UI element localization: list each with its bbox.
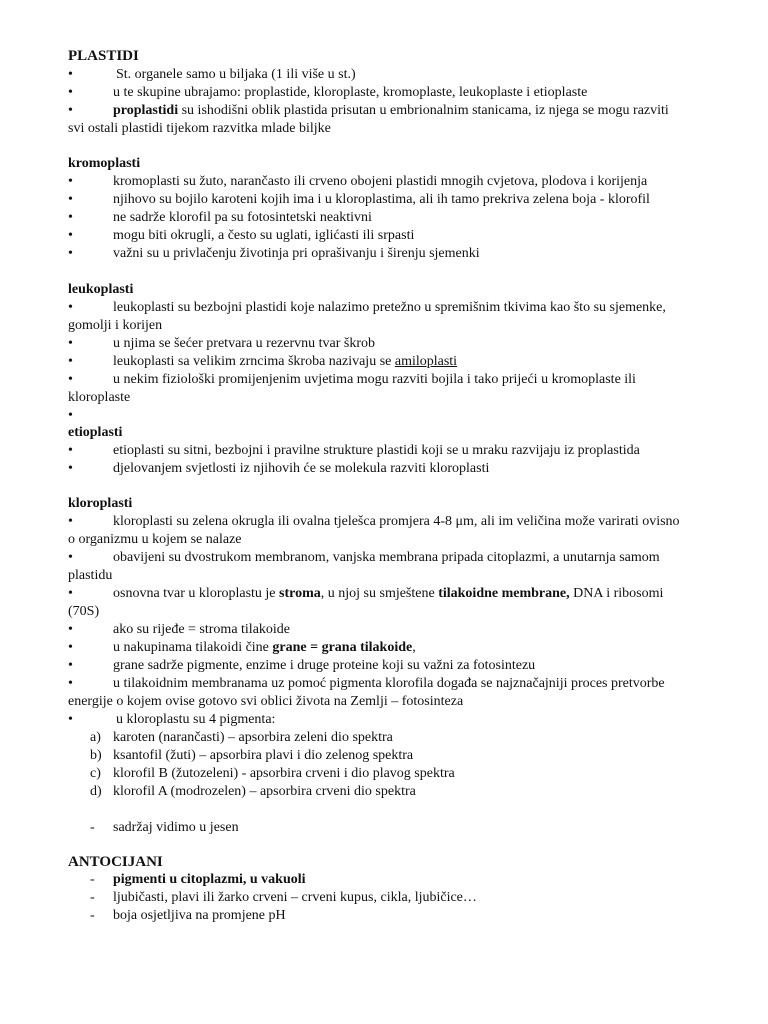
list-item-text: ,	[412, 640, 416, 655]
bullet-marker: •	[68, 586, 73, 601]
list-item: pigmenti u citoplazmi, u vakuoli	[113, 872, 306, 887]
list-marker: c)	[90, 766, 101, 781]
list-item: u njima se šećer pretvara u rezervnu tvar škrob	[113, 336, 375, 351]
list-item: ne sadrže klorofil pa su fotosintetski neaktivni	[113, 210, 372, 225]
bold-term: proplastidi	[113, 103, 179, 118]
list-item: u nekim fiziološki promijenjenim uvjetima mogu razviti bojila i tako prijeći u kromoplaste ili	[113, 372, 636, 387]
bullet-marker: •	[68, 622, 73, 637]
bullet-marker: •	[68, 174, 73, 189]
list-item: kloroplasti su zelena okrugla ili ovalna tjelešca promjera 4-8 μm, ali im veličina može varirati ovisno	[113, 514, 680, 529]
bullet-marker: •	[68, 658, 73, 673]
bullet-marker: •	[68, 712, 73, 727]
bold-term: grane = grana tilakoide	[272, 640, 413, 655]
dash-marker: -	[90, 890, 95, 905]
bullet-marker: •	[68, 103, 73, 118]
list-item-text: , u njoj su smještene	[320, 586, 439, 601]
section-heading-kloroplasti: kloroplasti	[68, 496, 133, 511]
list-item: kromoplasti su žuto, narančasto ili crveno obojeni plastidi mnogih cvjetova, plodova i korijenja	[113, 174, 648, 189]
list-marker: b)	[90, 748, 102, 763]
list-item: St. organele samo u biljaka (1 ili više u st.)	[116, 67, 356, 82]
section-heading-antocijani: ANTOCIJANI	[68, 854, 163, 870]
bullet-marker: •	[68, 228, 73, 243]
list-item: u kloroplastu su 4 pigmenta:	[116, 712, 276, 727]
dash-marker: -	[90, 908, 95, 923]
list-item: njihovo su bojilo karoteni kojih ima i u kloroplastima, ali ih tamo prekriva zelena boja - klorofil	[113, 192, 650, 207]
list-item-continuation: (70S)	[68, 604, 100, 619]
list-item	[113, 353, 457, 371]
list-marker: d)	[90, 784, 102, 799]
pigment-item: klorofil B (žutozeleni) - apsorbira crveni i dio plavog spektra	[113, 766, 455, 781]
list-item	[113, 585, 663, 603]
list-marker: a)	[90, 730, 101, 745]
list-item: mogu biti okrugli, a često su uglati, iglićasti ili srpasti	[113, 228, 415, 243]
pigment-item: karoten (narančasti) – apsorbira zeleni dio spektra	[113, 730, 393, 745]
bullet-marker: •	[68, 408, 73, 423]
list-item-continuation: o organizmu u kojem se nalaze	[68, 532, 242, 547]
bullet-marker: •	[68, 676, 73, 691]
bullet-marker: •	[68, 550, 73, 565]
bold-term: stroma	[279, 586, 321, 601]
bullet-marker: •	[68, 67, 73, 82]
underlined-term: amiloplasti	[394, 354, 458, 369]
list-item: djelovanjem svjetlosti iz njihovih će se molekula razviti kloroplasti	[113, 461, 490, 476]
note-item: sadržaj vidimo u jesen	[113, 820, 239, 835]
list-item: leukoplasti su bezbojni plastidi koje nalazimo pretežno u spremišnim tkivima kao što su sjemenke,	[113, 300, 666, 315]
list-item-text: su ishodišni oblik plastida prisutan u embrionalnim stanicama, iz njega se mogu razviti	[178, 103, 669, 118]
list-item: u tilakoidnim membranama uz pomoć pigmenta klorofila događa se najznačajniji proces pretvorbe	[113, 676, 665, 691]
bullet-marker: •	[68, 354, 73, 369]
list-item: obavijeni su dvostrukom membranom, vanjska membrana pripada citoplazmi, a unutarnja samom	[113, 550, 660, 565]
bold-term: tilakoidne membrane,	[438, 586, 570, 601]
list-item-text: osnovna tvar u kloroplastu je	[113, 586, 280, 601]
dash-marker: -	[90, 872, 95, 887]
section-heading-kromoplasti: kromoplasti	[68, 156, 141, 171]
list-item: u te skupine ubrajamo: proplastide, kloroplaste, kromoplaste, leukoplaste i etioplaste	[113, 85, 588, 100]
section-heading-plastidi: PLASTIDI	[68, 48, 139, 64]
list-item-text: DNA i ribosomi	[569, 586, 664, 601]
bullet-marker: •	[68, 85, 73, 100]
list-item	[113, 639, 416, 657]
list-item: ljubičasti, plavi ili žarko crveni – crveni kupus, cikla, ljubičice…	[113, 890, 477, 905]
list-item-continuation: plastidu	[68, 568, 113, 583]
bullet-marker: •	[68, 192, 73, 207]
pigment-item: klorofil A (modrozelen) – apsorbira crveni dio spektra	[113, 784, 416, 799]
section-heading-leukoplasti: leukoplasti	[68, 282, 134, 297]
list-item-text: u nakupinama tilakoidi čine	[113, 640, 273, 655]
list-item-continuation: svi ostali plastidi tijekom razvitka mlade biljke	[68, 121, 331, 136]
list-item-continuation: energije o kojem ovise gotovo svi oblici života na Zemlji – fotosinteza	[68, 694, 464, 709]
list-item: ako su rijeđe = stroma tilakoide	[113, 622, 291, 637]
bullet-marker: •	[68, 246, 73, 261]
bullet-marker: •	[68, 443, 73, 458]
bullet-marker: •	[68, 640, 73, 655]
list-item-continuation: gomolji i korijen	[68, 318, 163, 333]
section-heading-etioplasti: etioplasti	[68, 425, 123, 440]
bullet-marker: •	[68, 210, 73, 225]
list-item: važni su u privlačenju životinja pri oprašivanju i širenju sjemenki	[113, 246, 480, 261]
bullet-marker: •	[68, 336, 73, 351]
list-item	[113, 102, 669, 120]
bullet-marker: •	[68, 300, 73, 315]
list-item: etioplasti su sitni, bezbojni i pravilne strukture plastidi koji se u mraku razvijaju iz proplastida	[113, 443, 640, 458]
list-item: grane sadrže pigmente, enzime i druge proteine koji su važni za fotosintezu	[113, 658, 536, 673]
bullet-marker: •	[68, 514, 73, 529]
list-item-text: leukoplasti sa velikim zrncima škroba nazivaju se	[113, 354, 395, 369]
list-item-continuation: kloroplaste	[68, 390, 131, 405]
list-item: boja osjetljiva na promjene pH	[113, 908, 286, 923]
dash-marker: -	[90, 820, 95, 835]
bullet-marker: •	[68, 372, 73, 387]
pigment-item: ksantofil (žuti) – apsorbira plavi i dio zelenog spektra	[113, 748, 414, 763]
bullet-marker: •	[68, 461, 73, 476]
